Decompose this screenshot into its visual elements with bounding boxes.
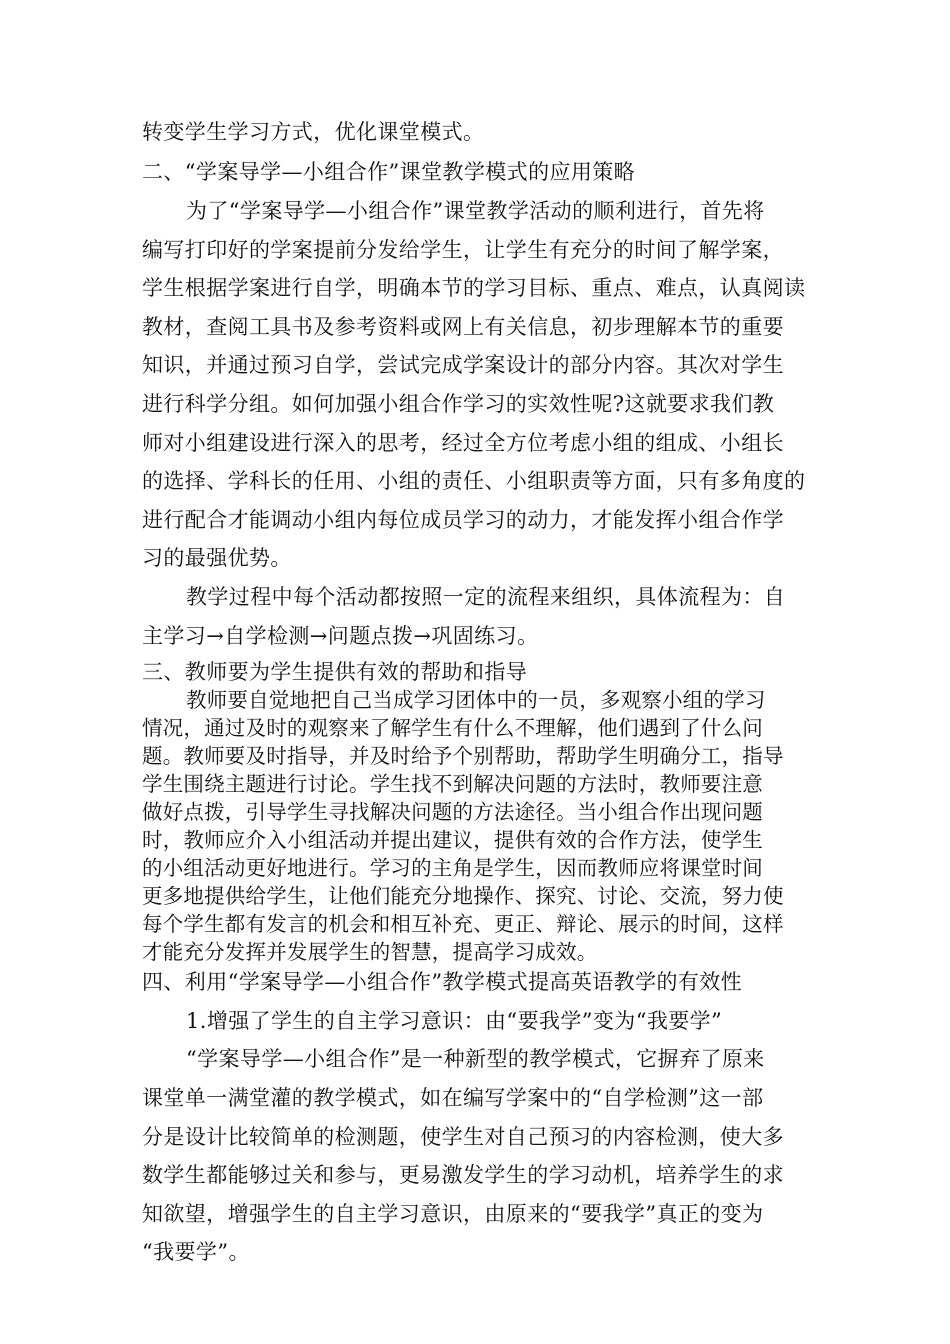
text-line: 知欲望，增强学生的自主学习意识，由原来的“要我学”真正的变为 (142, 1202, 764, 1226)
text-line: 情况，通过及时的观察来了解学生有什么不理解，他们遇到了什么问 (142, 716, 763, 740)
text-line: 进行配合才能调动小组内每位成员学习的动力，才能发挥小组合作学 (142, 508, 784, 532)
text-line: 的小组活动更好地进行。学习的主角是学生，因而教师应将课堂时间 (142, 856, 763, 880)
text-line: 进行科学分组。如何加强小组合作学习的实效性呢?这就要求我们教 (142, 392, 775, 416)
text-line: 编写打印好的学案提前分发给学生，让学生有充分的时间了解学案， (142, 238, 784, 262)
text-line: 转变学生学习方式，优化课堂模式。 (142, 120, 485, 144)
text-line: 为了“学案导学—小组合作”课堂教学活动的顺利进行，首先将 (186, 199, 765, 223)
text-line: 教师要自觉地把自己当成学习团体中的一员，多观察小组的学习 (186, 688, 766, 712)
text-line: 课堂单一满堂灌的教学模式，如在编写学案中的“自学检测”这一部 (142, 1086, 764, 1110)
text-line: 才能充分发挥并发展学生的智慧，提高学习成效。 (142, 940, 598, 964)
text-line: 题。教师要及时指导，并及时给予个别帮助，帮助学生明确分工，指导 (142, 744, 784, 768)
text-line: 习的最强优势。 (142, 546, 292, 570)
text-line: 主学习→自学检测→问题点拨→巩固练习。 (142, 624, 539, 648)
text-line: 四、利用“学案导学—小组合作”教学模式提高英语教学的有效性 (142, 970, 743, 994)
text-line: “学案导学—小组合作”是一种新型的教学模式，它摒弃了原来 (186, 1047, 765, 1071)
text-line: 的选择、学科长的任用、小组的责任、小组职责等方面，只有多角度的 (142, 469, 806, 493)
text-line: 三、教师要为学生提供有效的帮助和指导 (142, 660, 528, 684)
text-line: 做好点拨，引导学生寻找解决问题的方法途径。当小组合作出现问题 (142, 800, 763, 824)
text-line: 数学生都能够过关和参与，更易激发学生的学习动机，培养学生的求 (142, 1163, 784, 1187)
text-line: 每个学生都有发言的机会和相互补充、更正、辩论、展示的时间，这样 (142, 912, 784, 936)
text-line: “我要学”。 (142, 1240, 250, 1264)
text-line: 学生根据学案进行自学，明确本节的学习目标、重点、难点，认真阅读 (142, 276, 806, 300)
text-line: 知识，并通过预习自学，尝试完成学案设计的部分内容。其次对学生 (142, 353, 784, 377)
text-line: 时，教师应介入小组活动并提出建议，提供有效的合作方法，使学生 (142, 828, 763, 852)
text-line: 更多地提供给学生，让他们能充分地操作、探究、讨论、交流，努力使 (142, 884, 784, 908)
text-line: 二、“学案导学—小组合作”课堂教学模式的应用策略 (142, 160, 636, 184)
text-line: 教材，查阅工具书及参考资料或网上有关信息，初步理解本节的重要 (142, 315, 784, 339)
text-line: 师对小组建设进行深入的思考，经过全方位考虑小组的组成、小组长 (142, 431, 784, 455)
text-line: 分是设计比较简单的检测题，使学生对自己预习的内容检测，使大多 (142, 1125, 784, 1149)
text-line: 教学过程中每个活动都按照一定的流程来组织，具体流程为：自 (186, 585, 786, 609)
text-line: 1.增强了学生的自主学习意识：由“要我学”变为“我要学” (186, 1009, 723, 1033)
text-line: 学生围绕主题进行讨论。学生找不到解决问题的方法时，教师要注意 (142, 772, 763, 796)
